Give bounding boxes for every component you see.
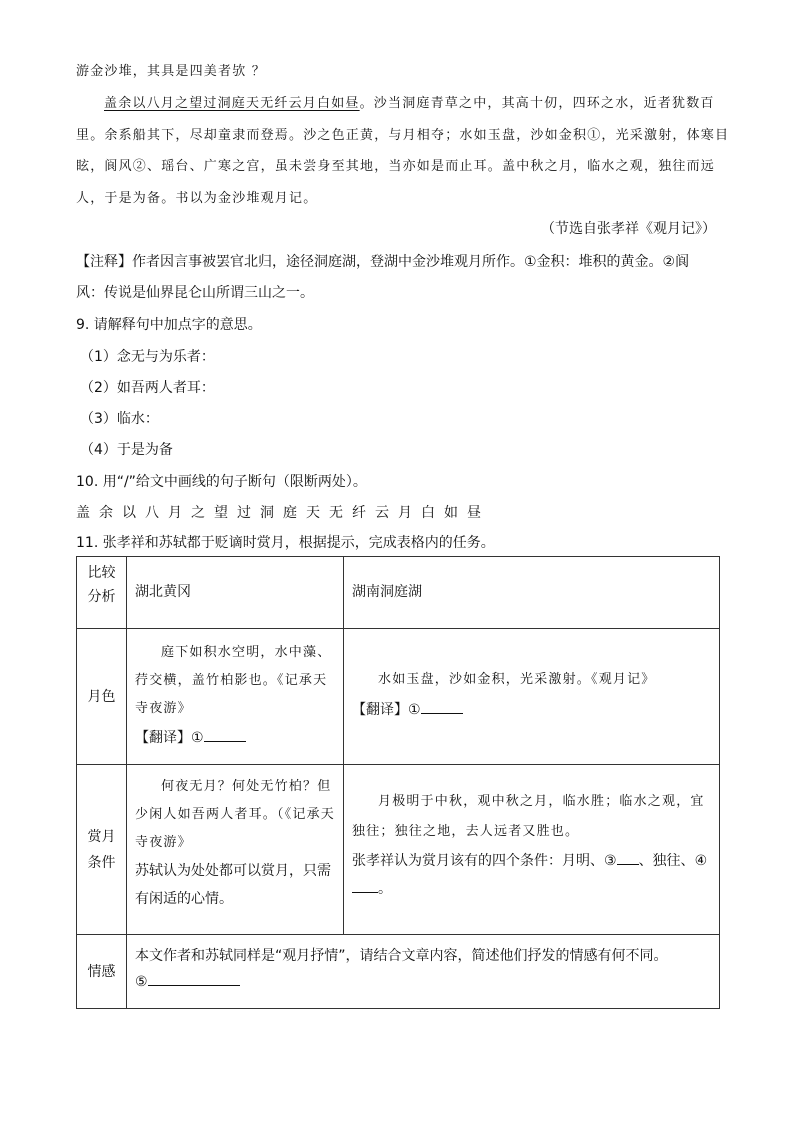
answer-blank-3[interactable]: [617, 850, 639, 865]
answer-blank-4[interactable]: [352, 878, 378, 893]
cell-hunan-conditions: [344, 765, 720, 935]
table-row-conditions: [77, 765, 720, 935]
emotion-answer-line: ⑤: [135, 969, 711, 995]
table-row-emotion: [77, 935, 720, 1009]
hubei-conditions-quote: 何夜无月？何处无竹柏？但少闲人如吾两人者耳。（《记承天寺夜游》: [135, 779, 336, 850]
row-label-moon-color: 月色: [77, 629, 127, 765]
passage-line-4: 人，于是为备。书以为金沙堆观月记。: [76, 191, 318, 206]
blank-4-marker: ④: [694, 853, 708, 869]
emotion-task-text: 本文作者和苏轼同样是“观月抒情”，请结合文章内容，简述他们抒发的情感有何不同。: [135, 948, 668, 964]
q9-item-3: （3）临水：: [80, 411, 159, 427]
underlined-sentence: 盖余以八月之望过洞庭天无纤云月白如昼: [104, 96, 360, 111]
q9-title: 9. 请解释句中加点字的意思。: [76, 317, 262, 333]
answer-blank-1a[interactable]: [204, 727, 246, 742]
hubei-conditions-text: 苏轼认为处处都可以赏月，只需有闲适的心情。: [135, 863, 331, 907]
row-label-conditions: 赏月条件: [77, 765, 127, 935]
q10-sentence: 盖余以八月之望过洞庭天无纤云月白如昼: [76, 505, 490, 521]
cell-hubei-moon-color: [127, 629, 344, 765]
passage-source: （节选自张孝祥《观月记》）: [541, 221, 716, 237]
note-label: 【注释】: [76, 254, 132, 270]
comparison-table: [76, 556, 720, 1009]
blank-3-marker: ③: [604, 853, 617, 869]
passage-line-2: 里。余系船其下，尽却童隶而登焉。沙之色正黄，与月相夺；水如玉盘，沙如金积①，光采激射，体寒目: [76, 128, 730, 143]
q9-item-1: （1）念无与为乐者：: [80, 349, 215, 365]
passage-line-1: [104, 94, 715, 114]
hunan-conditions-quote: 月极明于中秋，观中秋之月，临水胜；临水之观，宜独往；独往之地，去人远者又胜也。: [352, 794, 705, 839]
q9-item-4: （4）于是为备: [80, 442, 173, 458]
q10-title: 10. 用“/”给文中画线的句子断句（限断两处）。: [76, 474, 367, 490]
table-row-moon-color: [77, 629, 720, 765]
q11-title: 11. 张孝祥和苏轼都于贬谪时赏月，根据提示，完成表格内的任务。: [76, 535, 495, 551]
note-line-1: [76, 252, 689, 272]
note-line-2: 风：传说是仙界昆仑山所谓三山之一。: [76, 285, 314, 301]
cell-hunan-moon-color: [344, 629, 720, 765]
answer-blank-1b[interactable]: [421, 699, 463, 714]
hubei-moon-quote: 庭下如积水空明，水中藻、荇交横，盖竹柏影也。《记承天寺夜游》: [135, 645, 332, 716]
header-cell-hunan: 湖南洞庭湖: [344, 557, 720, 629]
hunan-moon-translation: 【翻译】①: [352, 697, 711, 723]
note-text-1: 作者因言事被罢官北归，途径洞庭湖，登湖中金沙堆观月所作。①金积：堆积的黄金。②阆: [132, 254, 690, 270]
hunan-conditions-text: 张孝祥认为赏月该有的四个条件：月明、③ 、独往、④。: [352, 847, 711, 903]
passage-line-0: 游金沙堆，其具是四美者欤 ？: [76, 64, 266, 79]
header-cell-hubei: 湖北黄冈: [127, 557, 344, 629]
hunan-moon-quote: 水如玉盘，沙如金积，光采激射。《观月记》: [378, 672, 656, 687]
q9-item-2: （2）如吾两人者耳：: [80, 380, 215, 396]
cell-hubei-conditions: [127, 765, 344, 935]
header-cell-compare: 比较分析: [77, 557, 127, 629]
answer-blank-5[interactable]: [148, 971, 240, 986]
passage-line-1-rest: 。沙当洞庭青草之中，其高十仞，四环之水，近者犹数百: [359, 96, 715, 111]
cell-emotion-task: [127, 935, 720, 1009]
hubei-moon-translation: 【翻译】①: [135, 725, 335, 751]
passage-line-3: 眩，阆风②、瑶台、广寒之宫，虽未尝身至其地，当亦如是而止耳。盖中秋之月，临水之观，独往而远: [76, 159, 716, 174]
table-header-row: [77, 557, 720, 629]
row-label-emotion: 情感: [77, 935, 127, 1009]
